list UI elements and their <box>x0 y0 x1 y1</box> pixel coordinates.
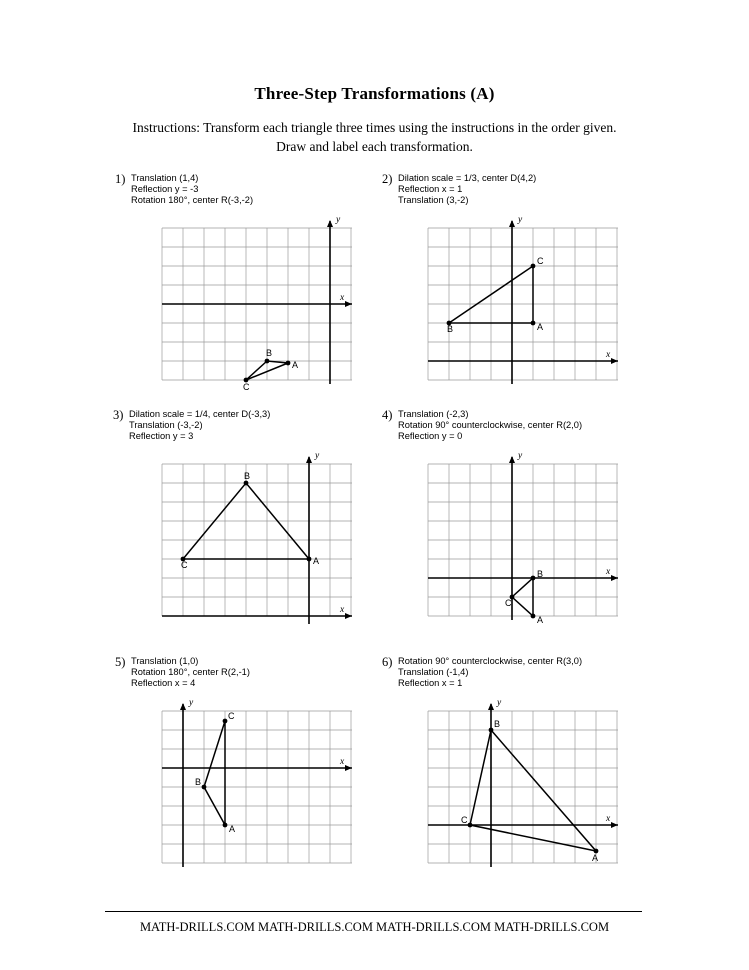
problem-6-graph <box>406 699 626 879</box>
problem-5-steps <box>131 656 250 690</box>
problem-3-vertex-b: B <box>244 471 251 481</box>
problem-3-step-2: Translation (-3,-2) <box>129 420 203 431</box>
problem-1-steps <box>131 173 253 207</box>
instructions <box>0 118 749 156</box>
problem-2-x-axis-label: x <box>606 350 611 360</box>
problem-5-step-3: Reflection x = 4 <box>131 678 196 689</box>
problem-3-x-axis-label: x <box>340 605 345 615</box>
problem-4-steps <box>398 409 582 443</box>
grid-lines <box>428 464 618 616</box>
footer-divider <box>105 911 642 912</box>
problem-4-y-axis-label: y <box>518 452 523 461</box>
problem-6-step-3: Reflection x = 1 <box>398 678 463 689</box>
problem-4-number: 4) <box>382 408 393 422</box>
instructions-line-2: Draw and label each transformation. <box>276 139 473 154</box>
problem-6-step-1: Rotation 90° counterclockwise, center R(3,0) <box>398 656 583 666</box>
problem-6-vertex-a: A <box>592 853 599 863</box>
problem-6-y-axis-label: y <box>497 699 502 708</box>
problem-6-step-2: Translation (-1,4) <box>398 667 469 678</box>
problem-1-vertex-a: A <box>292 360 299 370</box>
problem-4-step-3: Reflection y = 0 <box>398 431 463 442</box>
problem-2-vertex-b: B <box>447 324 454 334</box>
problem-5-vertex-a: A <box>229 824 236 834</box>
axes <box>162 703 352 867</box>
problem-2-vertex-c: C <box>537 256 544 266</box>
problem-6-number: 6) <box>382 655 393 669</box>
problem-2-step-2: Reflection x = 1 <box>398 184 463 195</box>
problem-5-y-axis-label: y <box>189 699 194 708</box>
problem-4-graph <box>406 452 626 632</box>
problem-3-vertex-c: C <box>181 560 188 570</box>
axes <box>428 220 618 384</box>
grid-lines <box>428 711 618 863</box>
problem-3-number: 3) <box>113 408 124 422</box>
problem-6-vertex-c: C <box>461 815 468 825</box>
problem-3-y-axis-label: y <box>315 452 320 461</box>
axes <box>162 220 352 384</box>
problem-1-y-axis-label: y <box>336 216 341 225</box>
page-title: Three-Step Transformations (A) <box>254 84 495 103</box>
problem-5-vertex-b: B <box>195 777 202 787</box>
problem-5-x-axis-label: x <box>340 757 345 767</box>
problem-5-step-1: Translation (1,0) <box>131 656 199 666</box>
problem-1-step-1: Translation (1,4) <box>131 173 199 183</box>
problem-4-vertex-b: B <box>537 569 544 579</box>
footer-text: MATH-DRILLS.COM MATH-DRILLS.COM MATH-DRILLS.COM MATH-DRILLS.COM <box>139 920 610 934</box>
problem-2-step-1: Dilation scale = 1/3, center D(4,2) <box>398 173 537 183</box>
axes <box>428 456 618 620</box>
problem-2-step-3: Translation (3,-2) <box>398 195 469 206</box>
problem-1-vertex-b: B <box>266 348 273 358</box>
problem-3-vertex-a: A <box>313 556 320 566</box>
problem-3-step-1: Dilation scale = 1/4, center D(-3,3) <box>129 409 271 419</box>
problem-2-number: 2) <box>382 172 393 186</box>
problem-1-vertex-c: C <box>243 382 250 392</box>
problem-3-step-3: Reflection y = 3 <box>129 431 194 442</box>
problem-3-steps <box>129 409 270 443</box>
problem-4-vertex-a: A <box>537 615 544 625</box>
grid-lines <box>162 464 352 616</box>
problem-2-vertex-a: A <box>537 322 544 332</box>
grid-lines <box>428 228 618 380</box>
problem-2-graph <box>406 216 626 396</box>
problem-6-vertex-b: B <box>494 719 501 729</box>
problem-5-graph <box>140 699 360 879</box>
problem-1-step-3: Rotation 180°, center R(-3,-2) <box>131 195 254 206</box>
problem-2-y-axis-label: y <box>518 216 523 225</box>
problem-2-steps <box>398 173 536 207</box>
problem-5-step-2: Rotation 180°, center R(2,-1) <box>131 667 250 678</box>
problem-6-x-axis-label: x <box>606 814 611 824</box>
problem-4-vertex-c: C <box>505 598 512 608</box>
problem-4-step-1: Translation (-2,3) <box>398 409 469 419</box>
grid-lines <box>162 711 352 863</box>
problem-5-vertex-c: C <box>228 711 235 721</box>
problem-1-x-axis-label: x <box>340 293 345 303</box>
problem-1-number: 1) <box>115 172 126 186</box>
problem-1-graph <box>140 216 360 396</box>
problem-1-step-2: Reflection y = -3 <box>131 184 199 195</box>
problem-6-steps <box>398 656 582 690</box>
problem-4-step-2: Rotation 90° counterclockwise, center R(2,0) <box>398 420 583 431</box>
problem-3-graph <box>140 452 360 632</box>
problem-5-number: 5) <box>115 655 126 669</box>
problem-5-triangle <box>202 719 228 828</box>
instructions-line-1: Instructions: Transform each triangle three times using the instructions in the order given. <box>132 120 617 135</box>
problem-4-x-axis-label: x <box>606 567 611 577</box>
